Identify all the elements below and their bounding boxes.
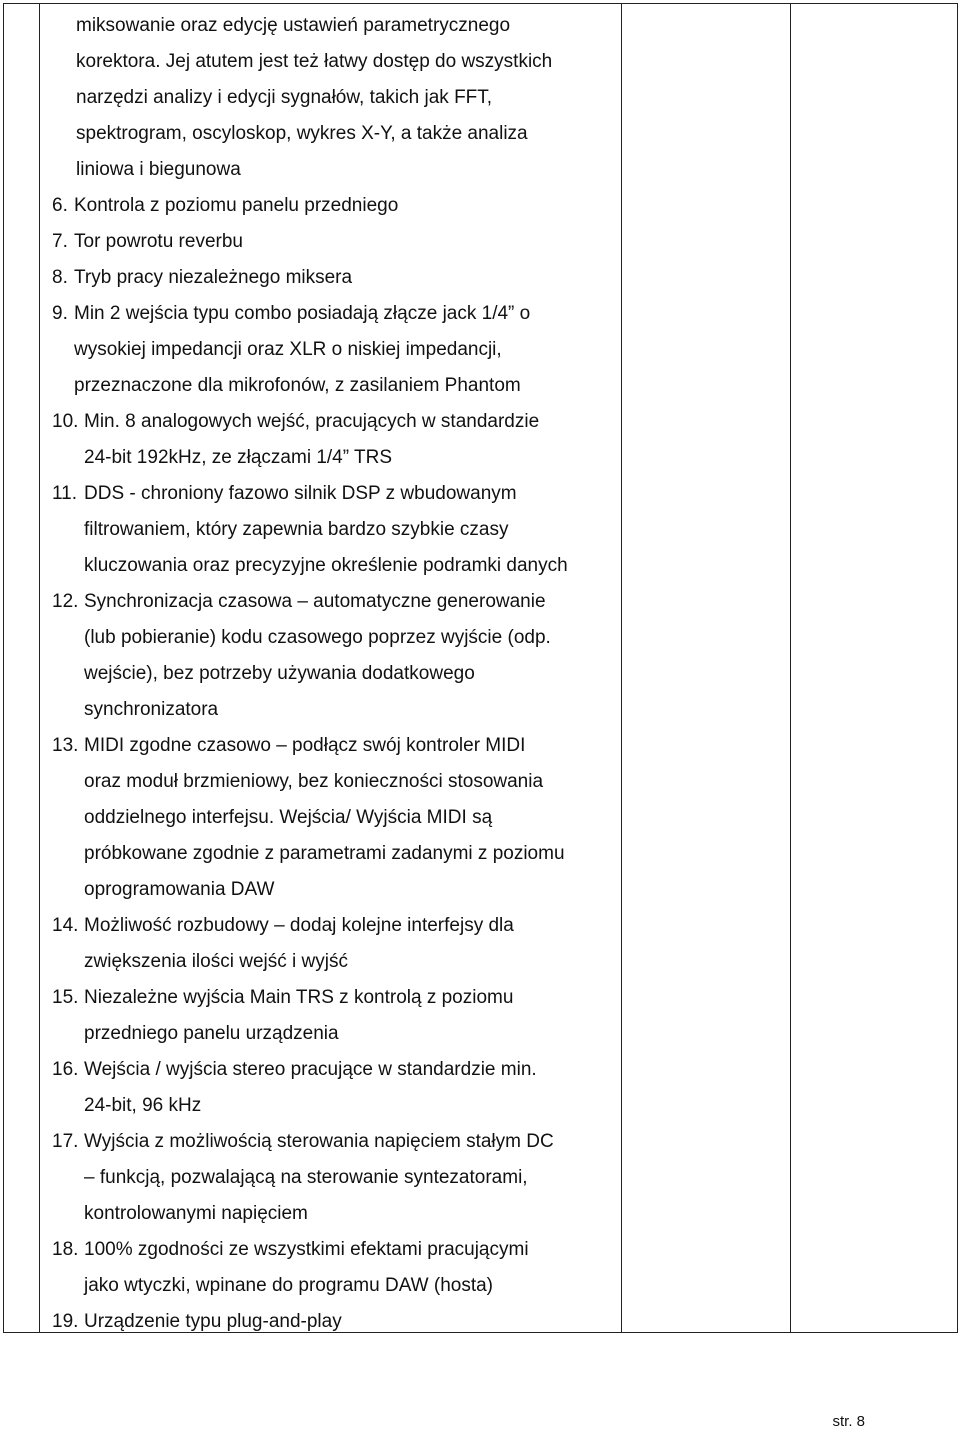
list-item-number: 9. <box>52 303 68 324</box>
list-item-line: Możliwość rozbudowy – dodaj kolejne interfejsy dla <box>84 915 514 936</box>
spec-list <box>52 188 618 1340</box>
list-item-number: 11. <box>52 483 78 504</box>
list-item <box>52 260 618 296</box>
list-item <box>52 584 618 728</box>
list-item-line: kontrolowanymi napięciem <box>84 1203 308 1224</box>
list-item <box>52 188 618 224</box>
list-item-text <box>84 908 618 980</box>
list-item-line: DDS - chroniony fazowo silnik DSP z wbudowanym <box>84 483 517 504</box>
list-item-text <box>84 1304 618 1340</box>
intro-paragraph <box>52 8 618 188</box>
list-item-text <box>84 476 618 584</box>
list-item-number: 14. <box>52 915 79 936</box>
list-item-number: 15. <box>52 987 79 1008</box>
list-item <box>52 476 618 584</box>
list-item-text <box>74 188 618 224</box>
list-item <box>52 1304 618 1340</box>
list-item-line: 24-bit 192kHz, ze złączami 1/4” TRS <box>84 447 392 468</box>
list-item-number: 16. <box>52 1059 79 1080</box>
list-item-number: 13. <box>52 735 79 756</box>
list-item-text <box>84 980 618 1052</box>
intro-line: miksowanie oraz edycję ustawień parametrycznego <box>76 15 511 36</box>
column-divider <box>790 4 791 1332</box>
list-item-line: zwiększenia ilości wejść i wyjść <box>84 951 348 972</box>
intro-line: narzędzi analizy i edycji sygnałów, takich jak FFT, <box>76 87 493 108</box>
list-item-line: Urządzenie typu plug-and-play <box>84 1311 342 1332</box>
list-item-line: 24-bit, 96 kHz <box>84 1095 202 1116</box>
list-item-line: oprogramowania DAW <box>84 879 275 900</box>
list-item-text <box>84 1232 618 1304</box>
list-item <box>52 296 618 404</box>
list-item-line: filtrowaniem, który zapewnia bardzo szybkie czasy <box>84 519 509 540</box>
list-item <box>52 1124 618 1232</box>
list-item-line: oraz moduł brzmieniowy, bez konieczności stosowania <box>84 771 544 792</box>
list-item-line: Wejścia / wyjścia stereo pracujące w standardzie min. <box>84 1059 537 1080</box>
list-item-line: wejście), bez potrzeby używania dodatkowego <box>84 663 475 684</box>
list-item-text <box>84 584 618 728</box>
list-item-line: Kontrola z poziomu panelu przedniego <box>74 195 399 216</box>
list-item-text <box>84 1124 618 1232</box>
list-item-line: Tryb pracy niezależnego miksera <box>74 267 353 288</box>
list-item-line: MIDI zgodne czasowo – podłącz swój kontroler MIDI <box>84 735 526 756</box>
list-item <box>52 224 618 260</box>
list-item <box>52 404 618 476</box>
list-item-number: 19. <box>52 1311 79 1332</box>
list-item-line: oddzielnego interfejsu. Wejścia/ Wyjścia MIDI są <box>84 807 493 828</box>
list-item-line: – funkcją, pozwalającą na sterowanie syntezatorami, <box>84 1167 528 1188</box>
list-item-number: 6. <box>52 195 68 216</box>
list-item-number: 10. <box>52 411 79 432</box>
spec-table <box>3 3 958 1333</box>
spec-description-cell <box>52 8 618 1340</box>
list-item-text <box>84 1052 618 1124</box>
list-item-line: przeznaczone dla mikrofonów, z zasilaniem Phantom <box>74 375 521 396</box>
list-item-text <box>74 224 618 260</box>
list-item-line: jako wtyczki, wpinane do programu DAW (hosta) <box>84 1275 494 1296</box>
list-item-text <box>84 404 618 476</box>
list-item <box>52 980 618 1052</box>
list-item-line: przedniego panelu urządzenia <box>84 1023 339 1044</box>
list-item-line: próbkowane zgodnie z parametrami zadanymi z poziomu <box>84 843 565 864</box>
list-item-number: 8. <box>52 267 68 288</box>
column-divider <box>621 4 622 1332</box>
page-number: str. 8 <box>832 1413 865 1430</box>
list-item <box>52 908 618 980</box>
list-item-line: wysokiej impedancji oraz XLR o niskiej impedancji, <box>74 339 502 360</box>
list-item-text <box>84 728 618 908</box>
list-item-line: Synchronizacja czasowa – automatyczne generowanie <box>84 591 546 612</box>
list-item-line: Min. 8 analogowych wejść, pracujących w standardzie <box>84 411 540 432</box>
intro-line: liniowa i biegunowa <box>76 159 241 180</box>
list-item <box>52 728 618 908</box>
list-item-number: 12. <box>52 591 79 612</box>
list-item-line: Tor powrotu reverbu <box>74 231 243 252</box>
column-divider <box>39 4 40 1332</box>
list-item-line: Min 2 wejścia typu combo posiadają złącze jack 1/4” o <box>74 303 531 324</box>
list-item-number: 7. <box>52 231 68 252</box>
intro-line: korektora. Jej atutem jest też łatwy dostęp do wszystkich <box>76 51 553 72</box>
list-item-line: synchronizatora <box>84 699 219 720</box>
list-item-line: Wyjścia z możliwością sterowania napięciem stałym DC <box>84 1131 554 1152</box>
list-item-text <box>74 296 618 404</box>
list-item-text <box>74 260 618 296</box>
list-item-line: 100% zgodności ze wszystkimi efektami pracującymi <box>84 1239 529 1260</box>
list-item-line: kluczowania oraz precyzyjne określenie podramki danych <box>84 555 568 576</box>
list-item-line: Niezależne wyjścia Main TRS z kontrolą z poziomu <box>84 987 514 1008</box>
list-item-number: 18. <box>52 1239 79 1260</box>
list-item <box>52 1232 618 1304</box>
list-item-number: 17. <box>52 1131 79 1152</box>
list-item <box>52 1052 618 1124</box>
intro-line: spektrogram, oscyloskop, wykres X-Y, a także analiza <box>76 123 528 144</box>
list-item-line: (lub pobieranie) kodu czasowego poprzez wyjście (odp. <box>84 627 551 648</box>
